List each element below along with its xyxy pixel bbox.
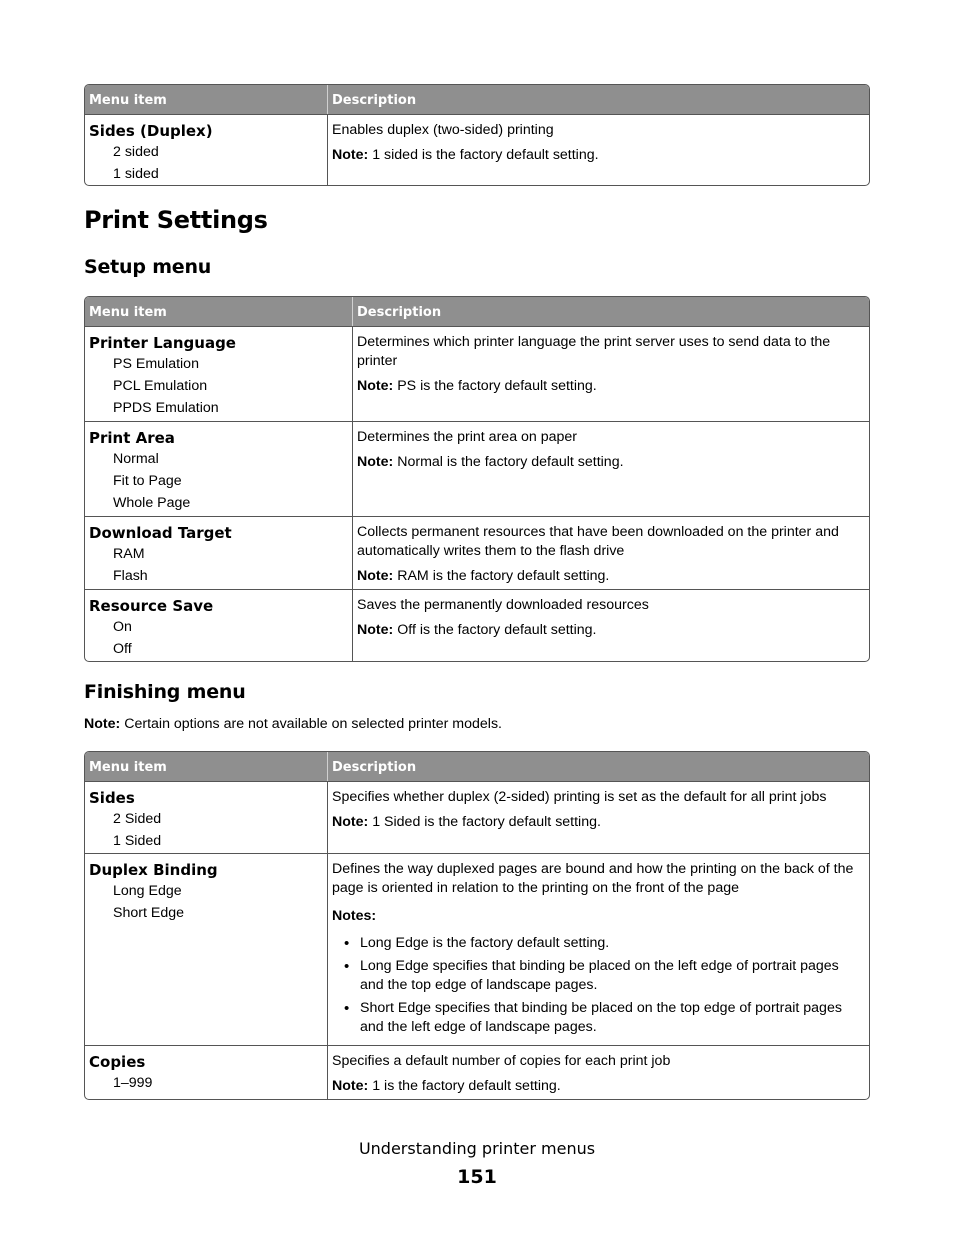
menu-option: 2 sided [113, 144, 159, 160]
item-description: Determines the print area on paper [357, 429, 578, 445]
menu-item-title: Duplex Binding [89, 861, 218, 879]
list-item: • Long Edge specifies that binding be placed on the left edge of portrait pages and the top edge of landscape pages. [332, 957, 865, 995]
section-title: Print Settings [84, 206, 268, 234]
header-description: Description [357, 305, 442, 320]
note-text: RAM is the factory default setting. [397, 568, 610, 584]
item-note [357, 453, 865, 472]
notes-list [332, 934, 865, 1037]
table-row [85, 516, 869, 589]
menu-option: 1–999 [113, 1075, 153, 1091]
item-description: Specifies whether duplex (2-sided) printing is set as the default for all print jobs [332, 789, 827, 805]
note-text: 1 sided is the factory default setting. [372, 147, 599, 163]
finishing-note [84, 716, 502, 732]
item-description: Saves the permanently downloaded resources [357, 597, 649, 613]
note-text: Normal is the factory default setting. [397, 454, 624, 470]
footer-chapter-title: Understanding printer menus [358, 1139, 596, 1158]
setup-menu-heading: Setup menu [84, 256, 212, 278]
menu-item-title: Sides [89, 789, 135, 807]
item-note [357, 377, 865, 396]
menu-table-finishing [84, 751, 870, 1100]
menu-table-setup [84, 296, 870, 662]
menu-option: Whole Page [113, 495, 191, 511]
menu-option: RAM [113, 546, 145, 562]
note-text: 1 Sided is the factory default setting. [372, 814, 601, 830]
menu-item-title: Resource Save [89, 597, 214, 615]
item-description: Specifies a default number of copies for each print job [332, 1053, 671, 1069]
menu-option: PS Emulation [113, 356, 199, 372]
table-header [85, 85, 869, 114]
menu-option: 1 sided [113, 166, 159, 182]
menu-option: Short Edge [113, 905, 184, 921]
note-text: 1 is the factory default setting. [372, 1078, 561, 1094]
table-row [85, 1045, 869, 1100]
table-row [85, 326, 869, 421]
note-label: Note: [84, 716, 121, 732]
item-description: Collects permanent resources that have been downloaded on the printer and automatically writes them to the flash drive [357, 524, 839, 559]
note-text: Off is the factory default setting. [397, 622, 597, 638]
table-row [85, 589, 869, 662]
table-row [85, 853, 869, 1045]
table-header [85, 297, 869, 326]
menu-option: 1 Sided [113, 833, 162, 849]
header-menu-item: Menu item [85, 752, 328, 781]
notes-label: Notes: [332, 908, 377, 924]
menu-option: Long Edge [113, 883, 182, 899]
item-description: Enables duplex (two-sided) printing [332, 122, 554, 138]
table-header [85, 752, 869, 781]
note-label: Note: [332, 147, 369, 163]
note-text: Certain options are not available on selected printer models. [124, 716, 502, 732]
header-menu-item: Menu item [85, 85, 328, 114]
menu-option: PPDS Emulation [113, 400, 219, 416]
note-text: PS is the factory default setting. [397, 378, 597, 394]
menu-item-title: Sides (Duplex) [89, 122, 213, 140]
menu-option: Off [113, 641, 132, 657]
page-number: 151 [457, 1166, 497, 1188]
menu-item-title: Printer Language [89, 334, 236, 352]
finishing-menu-heading: Finishing menu [84, 681, 246, 703]
note-label: Note: [357, 568, 394, 584]
header-menu-item: Menu item [85, 297, 353, 326]
header-description: Description [332, 93, 417, 108]
item-note [332, 1077, 865, 1096]
note-label: Note: [332, 814, 369, 830]
table-row [85, 421, 869, 516]
item-note [332, 813, 865, 832]
note-label: Note: [357, 454, 394, 470]
note-label: Note: [357, 622, 394, 638]
menu-option: Flash [113, 568, 148, 584]
menu-item-title: Copies [89, 1053, 146, 1071]
menu-option: Normal [113, 451, 159, 467]
menu-option: 2 Sided [113, 811, 162, 827]
item-note [357, 567, 865, 586]
header-description: Description [332, 760, 417, 775]
item-note [332, 146, 865, 165]
table-row [85, 114, 869, 186]
list-item: • Short Edge specifies that binding be placed on the top edge of portrait pages and the left edge of landscape pages. [332, 999, 865, 1037]
list-item: • Long Edge is the factory default setting. [332, 934, 865, 953]
menu-option: PCL Emulation [113, 378, 208, 394]
menu-option: Fit to Page [113, 473, 182, 489]
note-label: Note: [357, 378, 394, 394]
menu-option: On [113, 619, 132, 635]
note-label: Note: [332, 1078, 369, 1094]
item-description: Determines which printer language the print server uses to send data to the printer [357, 334, 831, 369]
item-note [357, 621, 865, 640]
menu-item-title: Print Area [89, 429, 175, 447]
menu-table-duplex [84, 84, 870, 186]
table-row [85, 781, 869, 853]
item-description: Defines the way duplexed pages are bound and how the printing on the back of the page is oriented in relation to the printing on the front of the page [332, 861, 854, 896]
menu-item-title: Download Target [89, 524, 232, 542]
